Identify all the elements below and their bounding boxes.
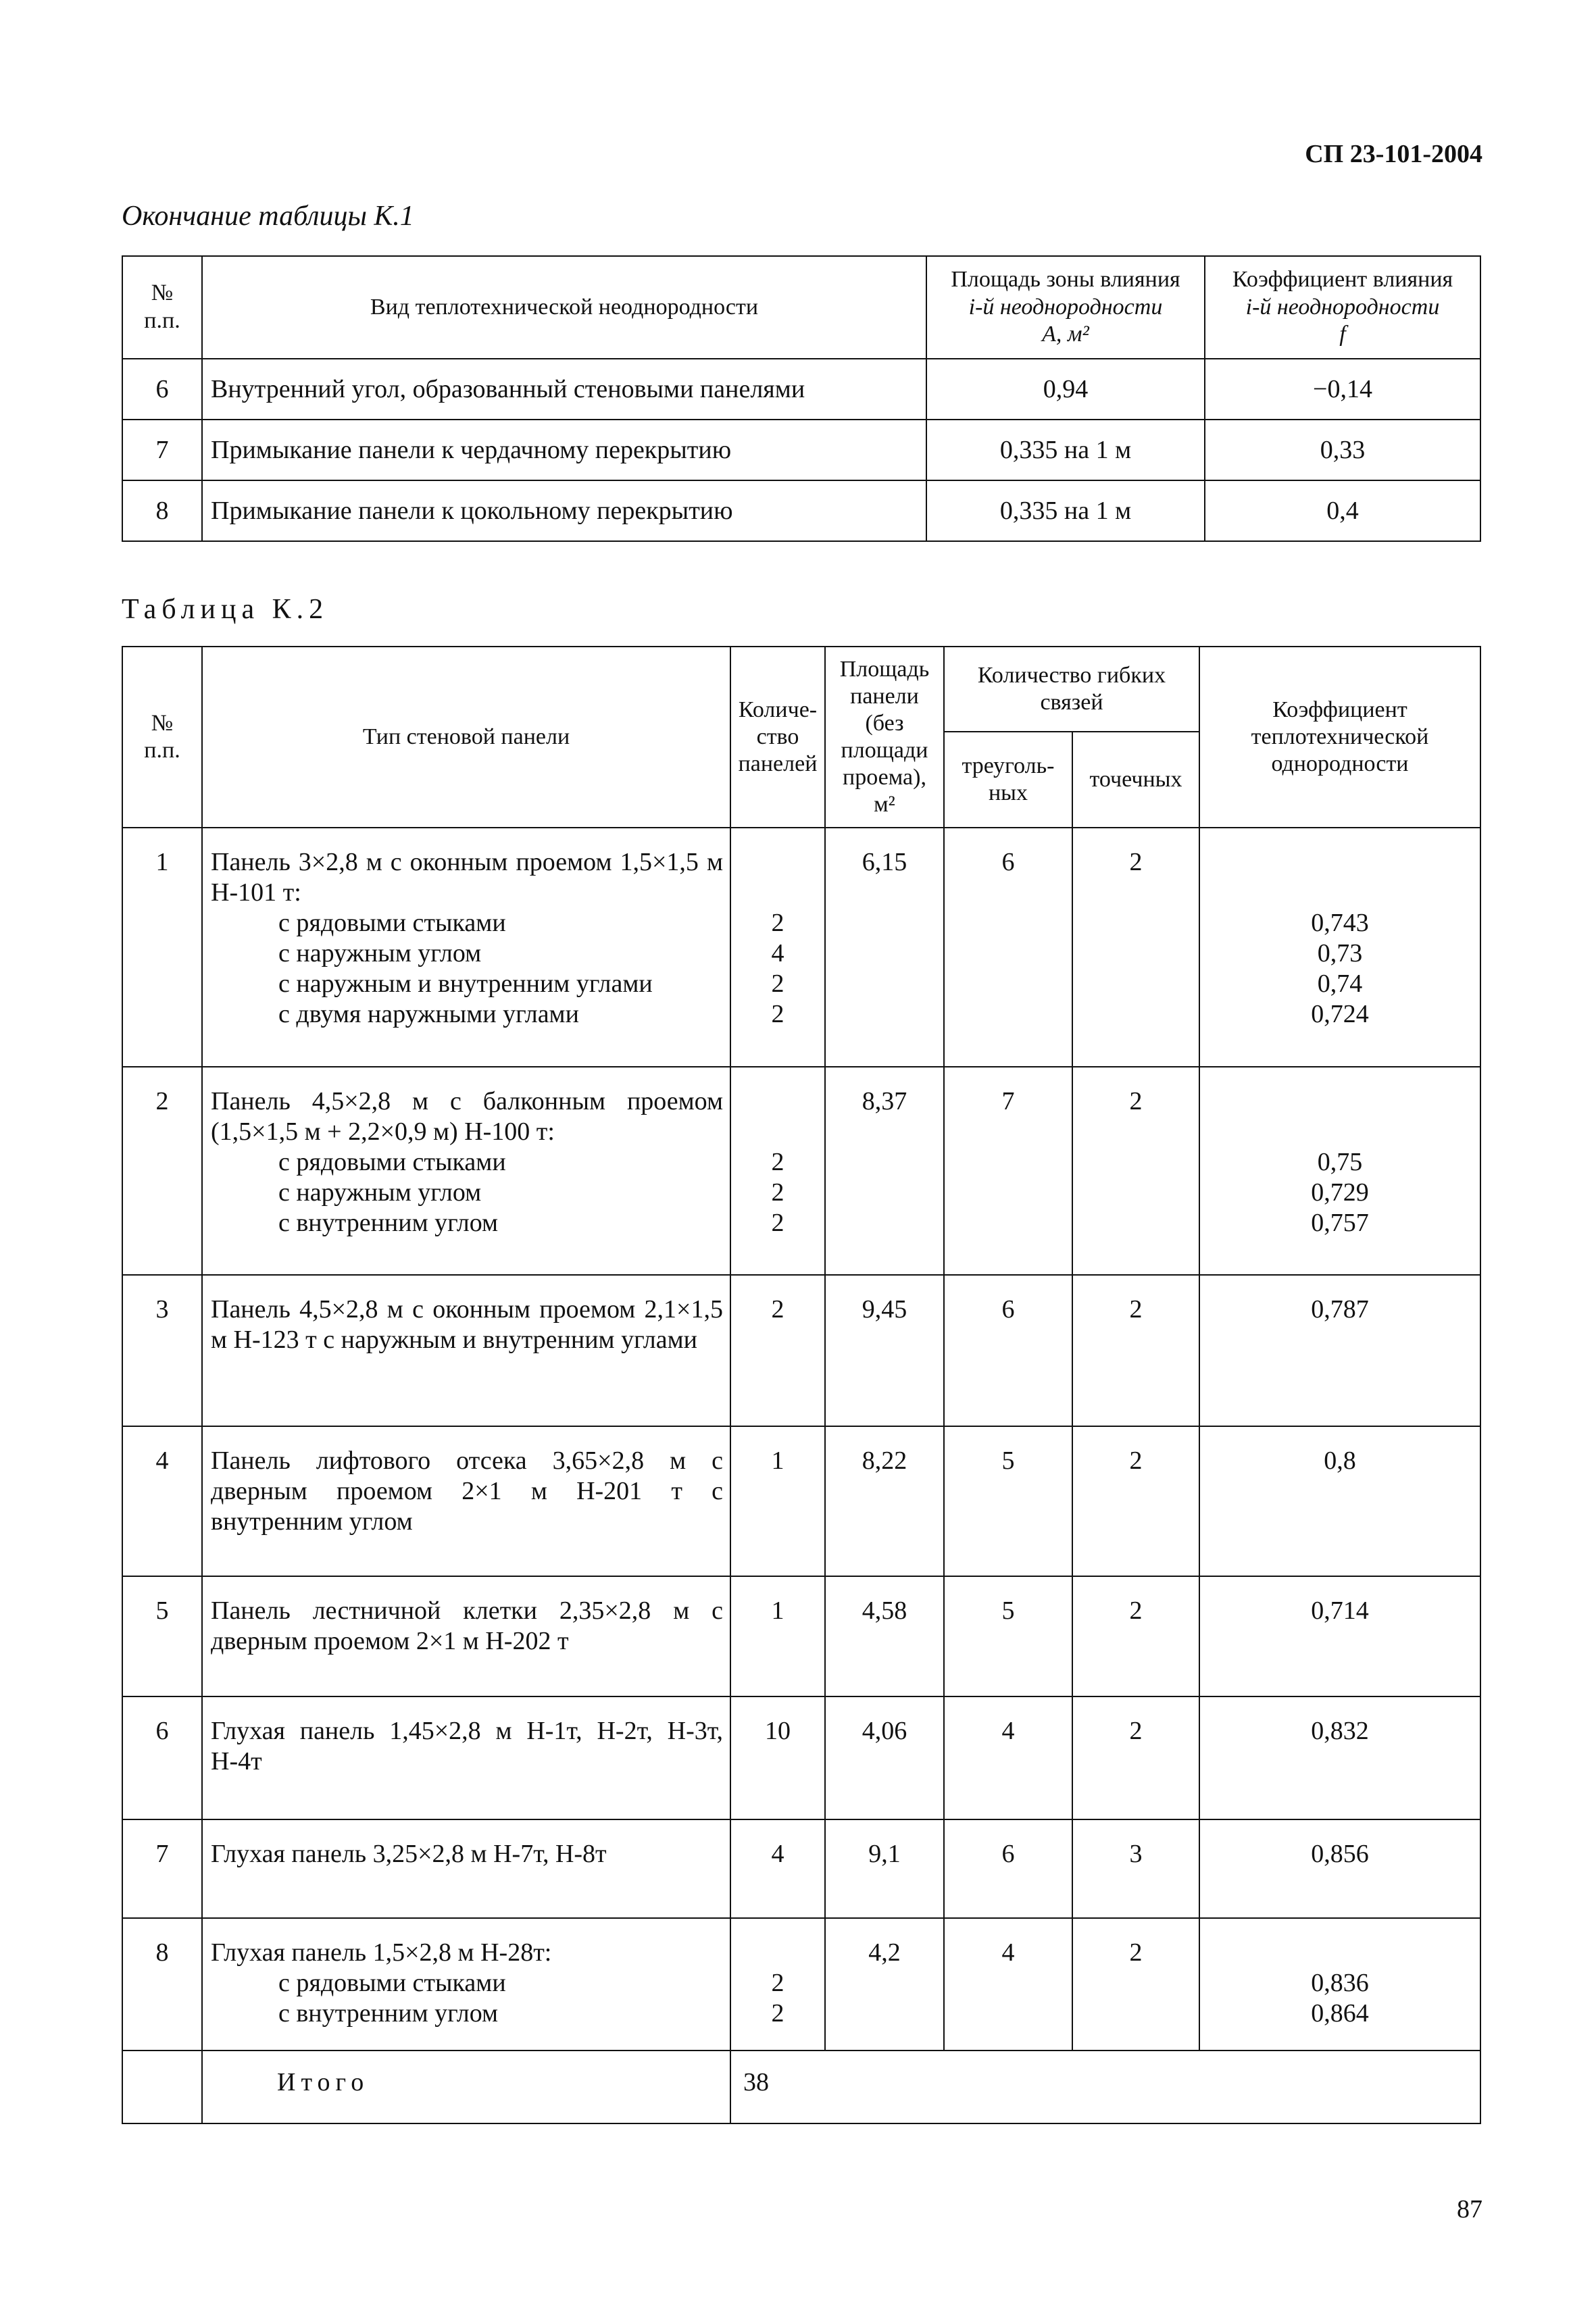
t2-subtype-coef: 0,757 (1311, 1209, 1369, 1237)
t2-cell-coef (1199, 1067, 1480, 1275)
t2-cell-area: 6,15 (825, 828, 944, 1067)
t2-subtype-label: с наружным углом (278, 939, 482, 967)
t2-panel-title: Глухая панель 3,25×2,8 м Н-7т, Н-8т (211, 1840, 607, 1868)
t2-cell-count: 10 (730, 1696, 825, 1819)
t1-cell-area: 0,94 (926, 359, 1205, 420)
t2-cell-triangular: 4 (944, 1918, 1072, 2051)
t2-cell-type (202, 828, 730, 1067)
t2-cell-area: 8,22 (825, 1426, 944, 1576)
t2-cell-count: 2 (730, 1275, 825, 1426)
t2-header-count: Количе- ство панелей (730, 647, 825, 828)
t2-total-value: 38 (730, 2051, 1480, 2123)
t1-row (122, 480, 1480, 541)
t2-cell-point: 2 (1072, 1696, 1199, 1819)
t2-panel-title: Панель 3×2,8 м с оконным проемом 1,5×1,5 м Н-101 т: (211, 848, 723, 907)
t2-subtype-coef: 0,864 (1311, 1999, 1369, 2028)
t2-subtype-coef: 0,75 (1317, 1148, 1363, 1176)
t1-row (122, 420, 1480, 480)
t2-subtype-count: 2 (771, 1209, 784, 1237)
t2-subtype-count: 2 (771, 909, 784, 937)
t2-cell-count: 1 (730, 1576, 825, 1696)
t1-cell-area: 0,335 на 1 м (926, 480, 1205, 541)
t2-header-area: Площадь панели (без площади проема), м² (825, 647, 944, 828)
t2-subtype-count: 2 (771, 1000, 784, 1028)
t2-cell-num: 4 (122, 1426, 202, 1576)
t2-subtype-count: 2 (771, 970, 784, 998)
t2-subtype-count: 2 (771, 1178, 784, 1207)
t2-subtype-label: с наружным углом (278, 1178, 482, 1207)
t2-cell-area: 4,2 (825, 1918, 944, 2051)
t2-cell-area: 9,45 (825, 1275, 944, 1426)
t1-header-type: Вид теплотехнической неоднородности (202, 256, 926, 359)
t2-cell-type (202, 1275, 730, 1426)
t2-cell-num: 2 (122, 1067, 202, 1275)
table2-caption: Таблица К.2 (122, 594, 329, 625)
t2-cell-coef (1199, 1918, 1480, 2051)
t2-cell-triangular: 6 (944, 1275, 1072, 1426)
t2-cell-coef: 0,832 (1199, 1696, 1480, 1819)
t2-row (122, 1426, 1480, 1576)
spacer (731, 1938, 824, 1968)
t2-cell-triangular: 4 (944, 1696, 1072, 1819)
t2-cell-point: 2 (1072, 1275, 1199, 1426)
t2-cell-triangular: 7 (944, 1067, 1072, 1275)
t1-cell-desc: Примыкание панели к чердачному перекрытию (202, 420, 926, 480)
t1-header-area: Площадь зоны влияния i-й неоднородности A, м² (926, 256, 1205, 359)
t2-header-triangular: треуголь- ных (944, 732, 1072, 828)
t2-subtype-label: с наружным и внутренним углами (278, 970, 653, 998)
spacer (1200, 1117, 1480, 1147)
t2-header-num: № п.п. (122, 647, 202, 828)
t2-cell-triangular: 5 (944, 1426, 1072, 1576)
table1-header-row (122, 256, 1480, 359)
t2-cell-point: 2 (1072, 1426, 1199, 1576)
t2-total-row (122, 2051, 1480, 2123)
t2-cell-triangular: 6 (944, 828, 1072, 1067)
t2-cell-count (730, 1918, 825, 2051)
t2-subtype-label: с внутренним углом (278, 1999, 499, 2028)
t1-header-coef: Коэффициент влияния i-й неоднородности f (1205, 256, 1480, 359)
table-k2 (122, 646, 1481, 2124)
t2-subtype-count: 2 (771, 1969, 784, 1997)
t2-cell-type (202, 1696, 730, 1819)
t2-panel-title: Панель лестничной клетки 2,35×2,8 м с дверным проемом 2×1 м Н-202 т (211, 1596, 723, 1655)
t2-cell-num: 6 (122, 1696, 202, 1819)
t2-header-coef: Коэффициент теплотехнической однородности (1199, 647, 1480, 828)
document-code: СП 23-101-2004 (1305, 140, 1482, 168)
spacer (731, 1086, 824, 1117)
t2-subtype-label: с рядовыми стыками (278, 1148, 506, 1176)
t1-cell-coef: −0,14 (1205, 359, 1480, 420)
t2-subtype-coef: 0,836 (1311, 1969, 1369, 1997)
t2-cell-count (730, 1067, 825, 1275)
t1-cell-desc: Внутренний угол, образованный стеновыми панелями (202, 359, 926, 420)
t2-cell-point: 3 (1072, 1819, 1199, 1918)
t1-row (122, 359, 1480, 420)
t2-cell-triangular: 6 (944, 1819, 1072, 1918)
spacer (1200, 878, 1480, 908)
t1-cell-num: 8 (122, 480, 202, 541)
t2-cell-type (202, 1067, 730, 1275)
t1-cell-desc: Примыкание панели к цокольному перекрытию (202, 480, 926, 541)
t2-cell-point: 2 (1072, 1067, 1199, 1275)
t2-subtype-label: с внутренним углом (278, 1209, 499, 1237)
t2-cell-coef: 0,714 (1199, 1576, 1480, 1696)
t2-cell-type (202, 1819, 730, 1918)
t2-cell-area: 9,1 (825, 1819, 944, 1918)
t2-cell-coef: 0,8 (1199, 1426, 1480, 1576)
t2-subtype-label: с рядовыми стыками (278, 909, 506, 937)
t2-cell-coef: 0,856 (1199, 1819, 1480, 1918)
t2-cell-num: 8 (122, 1918, 202, 2051)
t2-cell-area: 4,06 (825, 1696, 944, 1819)
t2-cell-num: 7 (122, 1819, 202, 1918)
t2-cell-area: 8,37 (825, 1067, 944, 1275)
t2-cell-type (202, 1576, 730, 1696)
t2-header-type: Тип стеновой панели (202, 647, 730, 828)
spacer (731, 847, 824, 878)
t2-subtype-count: 2 (771, 1999, 784, 2028)
table2-header-row (122, 647, 1480, 732)
table1-caption: Окончание таблицы К.1 (122, 201, 414, 232)
t2-cell-type (202, 1426, 730, 1576)
table-k1-end (122, 255, 1481, 542)
t2-subtype-label: с рядовыми стыками (278, 1969, 506, 1997)
t2-cell-point: 2 (1072, 1918, 1199, 2051)
t2-cell-count (730, 828, 825, 1067)
t1-cell-num: 6 (122, 359, 202, 420)
t2-cell-coef (1199, 828, 1480, 1067)
t2-subtype-count: 2 (771, 1148, 784, 1176)
t1-cell-area: 0,335 на 1 м (926, 420, 1205, 480)
t2-subtype-count: 4 (771, 939, 784, 967)
t2-cell-num: 3 (122, 1275, 202, 1426)
t2-total-label: Итого (202, 2051, 730, 2123)
t2-panel-title: Панель лифтового отсека 3,65×2,8 м с дверным проемом 2×1 м Н-201 т с внутренним углом (211, 1447, 723, 1536)
t2-subtype-coef: 0,73 (1317, 939, 1363, 967)
t2-subtype-coef: 0,724 (1311, 1000, 1369, 1028)
t1-cell-num: 7 (122, 420, 202, 480)
t2-cell-point: 2 (1072, 828, 1199, 1067)
t2-cell-triangular: 5 (944, 1576, 1072, 1696)
t2-row (122, 1918, 1480, 2051)
t2-panel-title: Глухая панель 1,45×2,8 м Н-1т, Н-2т, Н-3т, Н-4т (211, 1717, 723, 1776)
t2-panel-title: Панель 4,5×2,8 м с балконным проемом (1,5×1,5 м + 2,2×0,9 м) Н-100 т: (211, 1087, 723, 1146)
t2-panel-title: Глухая панель 1,5×2,8 м Н-28т: (211, 1938, 552, 1967)
spacer (731, 878, 824, 908)
t2-cell-count: 4 (730, 1819, 825, 1918)
t2-total-blank (122, 2051, 202, 2123)
t2-row (122, 1819, 1480, 1918)
t2-row (122, 1275, 1480, 1426)
t2-subtype-coef: 0,74 (1317, 970, 1363, 998)
t2-cell-type (202, 1918, 730, 2051)
t2-row (122, 1576, 1480, 1696)
t2-header-point: точечных (1072, 732, 1199, 828)
t2-row (122, 828, 1480, 1067)
t2-row (122, 1067, 1480, 1275)
t2-cell-count: 1 (730, 1426, 825, 1576)
t2-cell-point: 2 (1072, 1576, 1199, 1696)
spacer (731, 1117, 824, 1147)
t2-subtype-label: с двумя наружными углами (278, 1000, 579, 1028)
t2-cell-area: 4,58 (825, 1576, 944, 1696)
t2-cell-num: 1 (122, 828, 202, 1067)
t1-cell-coef: 0,4 (1205, 480, 1480, 541)
spacer (1200, 847, 1480, 878)
t1-cell-coef: 0,33 (1205, 420, 1480, 480)
page-number: 87 (1457, 2195, 1482, 2223)
t2-panel-title: Панель 4,5×2,8 м с оконным проемом 2,1×1,5 м Н-123 т с наружным и внутренним углами (211, 1295, 723, 1354)
t2-cell-coef: 0,787 (1199, 1275, 1480, 1426)
t2-subtype-coef: 0,743 (1311, 909, 1369, 937)
t1-header-num: № п.п. (122, 256, 202, 359)
t2-cell-num: 5 (122, 1576, 202, 1696)
t2-header-links: Количество гибких связей (944, 647, 1199, 732)
t2-subtype-coef: 0,729 (1311, 1178, 1369, 1207)
spacer (1200, 1086, 1480, 1117)
spacer (1200, 1938, 1480, 1968)
t2-row (122, 1696, 1480, 1819)
